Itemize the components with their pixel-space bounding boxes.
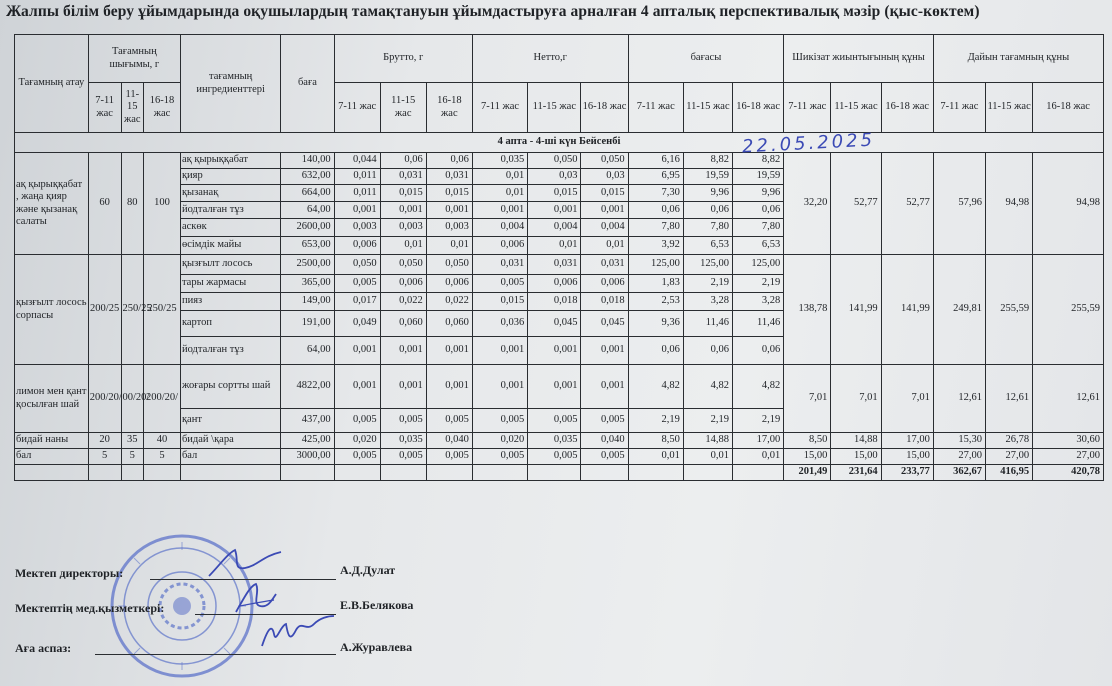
menu-table — [14, 34, 1104, 481]
brutto-value: 0,020 — [334, 433, 380, 449]
dish-portion: 250/25 — [144, 255, 181, 365]
brutto-value: 0,001 — [380, 202, 426, 219]
dish-portion: 60 — [88, 153, 121, 255]
ingredient-name: йодталған тұз — [180, 202, 280, 219]
cost-value: 0,06 — [733, 337, 784, 365]
dish-total: 12,61 — [986, 365, 1033, 433]
netto-value: 0,015 — [528, 185, 581, 202]
ingredient-name: ақ қырыққабат — [180, 153, 280, 169]
cost-value: 9,96 — [683, 185, 732, 202]
header-ready-cost: Дайын тағамның құны — [933, 35, 1103, 83]
dish-name: лимон мен қант қосылған шай — [15, 365, 89, 433]
ingredient-name: пияз — [180, 293, 280, 311]
netto-value: 0,001 — [581, 202, 628, 219]
cost-value: 17,00 — [733, 433, 784, 449]
netto-value: 0,01 — [528, 237, 581, 255]
netto-value: 0,004 — [472, 219, 527, 237]
dish-total: 27,00 — [933, 449, 985, 465]
brutto-value: 0,040 — [426, 433, 472, 449]
empty-cell — [528, 465, 581, 481]
cost-value: 125,00 — [733, 255, 784, 275]
header-ready-cost-age-11-15: 11-15 жас — [986, 83, 1033, 133]
dish-total: 15,30 — [933, 433, 985, 449]
dish-total: 94,98 — [986, 153, 1033, 255]
dish-total: 14,88 — [831, 433, 881, 449]
netto-value: 0,035 — [472, 153, 527, 169]
brutto-value: 0,001 — [380, 365, 426, 409]
brutto-value: 0,003 — [334, 219, 380, 237]
brutto-value: 0,005 — [380, 409, 426, 433]
cost-value: 2,19 — [733, 275, 784, 293]
cost-value: 3,28 — [683, 293, 732, 311]
brutto-value: 0,015 — [380, 185, 426, 202]
cost-value: 7,80 — [733, 219, 784, 237]
ingredient-price: 425,00 — [281, 433, 334, 449]
dish-total: 15,00 — [784, 449, 831, 465]
cost-value: 11,46 — [733, 311, 784, 337]
brutto-value: 0,060 — [380, 311, 426, 337]
ingredient-name: картоп — [180, 311, 280, 337]
header-netto: Нетто,г — [472, 35, 628, 83]
header-prepared-cost: Шикізат жиынтығының құны — [784, 35, 934, 83]
netto-value: 0,005 — [581, 449, 628, 465]
header-cost: бағасы — [628, 35, 784, 83]
cost-value: 9,36 — [628, 311, 683, 337]
ingredient-name: йодталған тұз — [180, 337, 280, 365]
signature-line — [150, 579, 336, 580]
ingredient-row — [15, 153, 1104, 169]
cost-value: 3,28 — [733, 293, 784, 311]
netto-value: 0,018 — [528, 293, 581, 311]
netto-value: 0,031 — [472, 255, 527, 275]
brutto-value: 0,044 — [334, 153, 380, 169]
header-netto-age-16-18: 16-18 жас — [581, 83, 628, 133]
empty-cell — [88, 465, 121, 481]
netto-value: 0,001 — [528, 202, 581, 219]
brutto-value: 0,006 — [380, 275, 426, 293]
dish-total: 8,50 — [784, 433, 831, 449]
brutto-value: 0,001 — [426, 365, 472, 409]
cost-value: 0,06 — [628, 202, 683, 219]
dish-total: 15,00 — [881, 449, 933, 465]
empty-cell — [121, 465, 144, 481]
ingredient-row — [15, 255, 1104, 275]
header-cost-age-11-15: 11-15 жас — [683, 83, 732, 133]
signature-nurse-name: Е.В.Белякова — [340, 598, 414, 612]
empty-cell — [281, 465, 334, 481]
brutto-value: 0,005 — [334, 275, 380, 293]
netto-value: 0,005 — [472, 275, 527, 293]
brutto-value: 0,01 — [380, 237, 426, 255]
brutto-value: 0,050 — [380, 255, 426, 275]
brutto-value: 0,003 — [380, 219, 426, 237]
brutto-value: 0,011 — [334, 169, 380, 185]
cost-value: 2,19 — [628, 409, 683, 433]
dish-total: 12,61 — [1033, 365, 1104, 433]
ingredient-price: 4822,00 — [281, 365, 334, 409]
dish-total: 32,20 — [784, 153, 831, 255]
header-cost-age-16-18: 16-18 жас — [733, 83, 784, 133]
grand-total-value: 362,67 — [933, 465, 985, 481]
ingredient-row — [15, 365, 1104, 409]
ingredient-name: бидай \қара — [180, 433, 280, 449]
dish-name: бидай наны — [15, 433, 89, 449]
dish-name: қызғылт лосось сорпасы — [15, 255, 89, 365]
cost-value: 7,30 — [628, 185, 683, 202]
netto-value: 0,040 — [581, 433, 628, 449]
header-dish-name: Тағамның атау — [15, 35, 89, 133]
empty-cell — [733, 465, 784, 481]
cost-value: 0,06 — [628, 337, 683, 365]
brutto-value: 0,022 — [380, 293, 426, 311]
ingredient-price: 653,00 — [281, 237, 334, 255]
netto-value: 0,005 — [472, 409, 527, 433]
netto-value: 0,004 — [581, 219, 628, 237]
dish-portion: 5 — [88, 449, 121, 465]
dish-total: 27,00 — [986, 449, 1033, 465]
empty-cell — [426, 465, 472, 481]
netto-value: 0,006 — [581, 275, 628, 293]
header-brutto: Брутто, г — [334, 35, 472, 83]
empty-cell — [380, 465, 426, 481]
ingredient-name: қызанақ — [180, 185, 280, 202]
netto-value: 0,005 — [528, 449, 581, 465]
dish-total: 17,00 — [881, 433, 933, 449]
netto-value: 0,001 — [581, 365, 628, 409]
empty-cell — [683, 465, 732, 481]
brutto-value: 0,050 — [334, 255, 380, 275]
cost-value: 0,01 — [628, 449, 683, 465]
header-portion-age-7-11: 7-11 жас — [88, 83, 121, 133]
cost-value: 8,82 — [733, 153, 784, 169]
brutto-value: 0,005 — [426, 449, 472, 465]
empty-cell — [334, 465, 380, 481]
ingredient-price: 2600,00 — [281, 219, 334, 237]
document-title: Жалпы білім беру ұйымдарында оқушылардың тамақтануын ұйымдастыруға арналған 4 апталық перспективалық мәзір (қыс-көктем) — [6, 3, 980, 20]
brutto-value: 0,015 — [426, 185, 472, 202]
dish-total: 141,99 — [881, 255, 933, 365]
grand-total-value: 233,77 — [881, 465, 933, 481]
dish-total: 7,01 — [831, 365, 881, 433]
netto-value: 0,01 — [472, 169, 527, 185]
netto-value: 0,01 — [581, 237, 628, 255]
brutto-value: 0,005 — [334, 449, 380, 465]
cost-value: 8,50 — [628, 433, 683, 449]
brutto-value: 0,006 — [334, 237, 380, 255]
dish-total: 138,78 — [784, 255, 831, 365]
brutto-value: 0,003 — [426, 219, 472, 237]
nurse-signature — [230, 580, 280, 616]
header-prepared-cost-age-16-18: 16-18 жас — [881, 83, 933, 133]
empty-cell — [628, 465, 683, 481]
cost-value: 6,53 — [683, 237, 732, 255]
dish-portion: 100 — [144, 153, 181, 255]
ingredient-name: бал — [180, 449, 280, 465]
dish-portion: 5 — [121, 449, 144, 465]
cost-value: 8,82 — [683, 153, 732, 169]
netto-value: 0,03 — [581, 169, 628, 185]
ingredient-name: жоғары сортты шай — [180, 365, 280, 409]
brutto-value: 0,001 — [334, 365, 380, 409]
header-cost-age-7-11: 7-11 жас — [628, 83, 683, 133]
dish-total: 7,01 — [881, 365, 933, 433]
ingredient-price: 2500,00 — [281, 255, 334, 275]
ingredient-price: 437,00 — [281, 409, 334, 433]
netto-value: 0,036 — [472, 311, 527, 337]
brutto-value: 0,060 — [426, 311, 472, 337]
cost-value: 4,82 — [628, 365, 683, 409]
ingredient-row — [15, 433, 1104, 449]
cost-value: 6,53 — [733, 237, 784, 255]
dish-total: 27,00 — [1033, 449, 1104, 465]
dish-total: 141,99 — [831, 255, 881, 365]
brutto-value: 0,001 — [334, 202, 380, 219]
netto-value: 0,01 — [472, 185, 527, 202]
cost-value: 6,95 — [628, 169, 683, 185]
cost-value: 4,82 — [733, 365, 784, 409]
empty-cell — [15, 465, 89, 481]
netto-value: 0,035 — [528, 433, 581, 449]
netto-value: 0,018 — [581, 293, 628, 311]
ingredient-price: 140,00 — [281, 153, 334, 169]
signature-line — [195, 614, 336, 615]
netto-value: 0,001 — [472, 365, 527, 409]
netto-value: 0,005 — [472, 449, 527, 465]
dish-total: 94,98 — [1033, 153, 1104, 255]
netto-value: 0,050 — [528, 153, 581, 169]
netto-value: 0,001 — [528, 337, 581, 365]
ingredient-name: тары жармасы — [180, 275, 280, 293]
ingredient-name: қызғылт лосось — [180, 255, 280, 275]
grand-total-row — [15, 465, 1104, 481]
netto-value: 0,006 — [528, 275, 581, 293]
header-portion-age-11-15: 11-15 жас — [121, 83, 144, 133]
cost-value: 1,83 — [628, 275, 683, 293]
brutto-value: 0,001 — [380, 337, 426, 365]
brutto-value: 0,06 — [426, 153, 472, 169]
cost-value: 125,00 — [683, 255, 732, 275]
cost-value: 2,19 — [683, 275, 732, 293]
empty-cell — [472, 465, 527, 481]
cost-value: 0,06 — [683, 337, 732, 365]
ingredient-name: қант — [180, 409, 280, 433]
header-brutto-age-11-15: 11-15 жас — [380, 83, 426, 133]
netto-value: 0,015 — [472, 293, 527, 311]
brutto-value: 0,031 — [380, 169, 426, 185]
dish-total: 12,61 — [933, 365, 985, 433]
header-netto-age-7-11: 7-11 жас — [472, 83, 527, 133]
cost-value: 7,80 — [683, 219, 732, 237]
header-portion: Тағамның шығымы, г — [88, 35, 180, 83]
cost-value: 9,96 — [733, 185, 784, 202]
cost-value: 6,16 — [628, 153, 683, 169]
cost-value: 0,06 — [733, 202, 784, 219]
cost-value: 19,59 — [683, 169, 732, 185]
brutto-value: 0,01 — [426, 237, 472, 255]
brutto-value: 0,049 — [334, 311, 380, 337]
header-brutto-age-7-11: 7-11 жас — [334, 83, 380, 133]
dish-portion: 40 — [144, 433, 181, 449]
cost-value: 2,19 — [733, 409, 784, 433]
brutto-value: 0,001 — [334, 337, 380, 365]
brutto-value: 0,006 — [426, 275, 472, 293]
cost-value: 2,53 — [628, 293, 683, 311]
dish-total: 255,59 — [986, 255, 1033, 365]
dish-portion: 35 — [121, 433, 144, 449]
ingredient-row — [15, 449, 1104, 465]
netto-value: 0,006 — [472, 237, 527, 255]
dish-portion: 00/20/ — [121, 365, 144, 433]
brutto-value: 0,017 — [334, 293, 380, 311]
grand-total-value: 416,95 — [986, 465, 1033, 481]
signature-director-role: Мектеп директоры: — [15, 566, 124, 580]
cost-value: 7,80 — [628, 219, 683, 237]
ingredient-price: 64,00 — [281, 202, 334, 219]
cost-value: 11,46 — [683, 311, 732, 337]
dish-total: 26,78 — [986, 433, 1033, 449]
empty-cell — [581, 465, 628, 481]
handwritten-date: 22.05.2025 — [741, 129, 876, 158]
brutto-value: 0,06 — [380, 153, 426, 169]
ingredient-name: аскөк — [180, 219, 280, 237]
signature-chef-name: А.Журавлева — [340, 640, 413, 654]
netto-value: 0,031 — [528, 255, 581, 275]
dish-portion: 250/25 — [121, 255, 144, 365]
dish-total: 7,01 — [784, 365, 831, 433]
cost-value: 3,92 — [628, 237, 683, 255]
dish-portion: 5 — [144, 449, 181, 465]
header-netto-age-11-15: 11-15 жас — [528, 83, 581, 133]
brutto-value: 0,001 — [426, 202, 472, 219]
header-portion-age-16-18: 16-18 жас — [144, 83, 181, 133]
netto-value: 0,001 — [472, 337, 527, 365]
brutto-value: 0,035 — [380, 433, 426, 449]
brutto-value: 0,022 — [426, 293, 472, 311]
cost-value: 19,59 — [733, 169, 784, 185]
brutto-value: 0,005 — [380, 449, 426, 465]
dish-name: ақ қырыққабат , жаңа қияр және қызанақ салаты — [15, 153, 89, 255]
netto-value: 0,03 — [528, 169, 581, 185]
dish-name: бал — [15, 449, 89, 465]
ingredient-price: 3000,00 — [281, 449, 334, 465]
cost-value: 0,01 — [683, 449, 732, 465]
header-ready-cost-age-16-18: 16-18 жас — [1033, 83, 1104, 133]
brutto-value: 0,001 — [426, 337, 472, 365]
header-prepared-cost-age-11-15: 11-15 жас — [831, 83, 881, 133]
cost-value: 14,88 — [683, 433, 732, 449]
netto-value: 0,031 — [581, 255, 628, 275]
grand-total-value: 231,64 — [831, 465, 881, 481]
header-brutto-age-16-18: 16-18 жас — [426, 83, 472, 133]
dish-total: 52,77 — [831, 153, 881, 255]
header-ingredients: тағамның ингредиенттері — [180, 35, 280, 133]
brutto-value: 0,031 — [426, 169, 472, 185]
signature-director-name: А.Д.Дулат — [340, 563, 396, 577]
dish-total: 255,59 — [1033, 255, 1104, 365]
dish-total: 52,77 — [881, 153, 933, 255]
ingredient-price: 664,00 — [281, 185, 334, 202]
netto-value: 0,001 — [528, 365, 581, 409]
chef-signature — [258, 614, 338, 654]
dish-portion: 200/20/ — [144, 365, 181, 433]
netto-value: 0,015 — [581, 185, 628, 202]
brutto-value: 0,005 — [426, 409, 472, 433]
netto-value: 0,004 — [528, 219, 581, 237]
ingredient-price: 191,00 — [281, 311, 334, 337]
netto-value: 0,045 — [581, 311, 628, 337]
dish-portion: 20 — [88, 433, 121, 449]
brutto-value: 0,011 — [334, 185, 380, 202]
dish-total: 249,81 — [933, 255, 985, 365]
day-label: 4 апта - 4-ші күн Бейсенбі — [15, 133, 1104, 153]
netto-value: 0,005 — [581, 409, 628, 433]
dish-total: 15,00 — [831, 449, 881, 465]
ingredient-name: қияр — [180, 169, 280, 185]
header-prepared-cost-age-7-11: 7-11 жас — [784, 83, 831, 133]
ingredient-name: өсімдік майы — [180, 237, 280, 255]
cost-value: 2,19 — [683, 409, 732, 433]
ingredient-price: 149,00 — [281, 293, 334, 311]
grand-total-value: 420,78 — [1033, 465, 1104, 481]
cost-value: 0,06 — [683, 202, 732, 219]
dish-total: 57,96 — [933, 153, 985, 255]
netto-value: 0,005 — [528, 409, 581, 433]
ingredient-price: 365,00 — [281, 275, 334, 293]
header-ready-cost-age-7-11: 7-11 жас — [933, 83, 985, 133]
empty-cell — [144, 465, 181, 481]
brutto-value: 0,050 — [426, 255, 472, 275]
netto-value: 0,020 — [472, 433, 527, 449]
netto-value: 0,045 — [528, 311, 581, 337]
cost-value: 125,00 — [628, 255, 683, 275]
dish-portion: 200/20/ — [88, 365, 121, 433]
brutto-value: 0,005 — [334, 409, 380, 433]
netto-value: 0,001 — [472, 202, 527, 219]
dish-portion: 200/25 — [88, 255, 121, 365]
header-price: баға — [281, 35, 334, 133]
netto-value: 0,050 — [581, 153, 628, 169]
director-signature — [205, 546, 285, 580]
empty-cell — [180, 465, 280, 481]
dish-total: 30,60 — [1033, 433, 1104, 449]
cost-value: 4,82 — [683, 365, 732, 409]
dish-portion: 80 — [121, 153, 144, 255]
cost-value: 0,01 — [733, 449, 784, 465]
ingredient-price: 64,00 — [281, 337, 334, 365]
signature-chef-role: Аға аспаз: — [15, 641, 72, 655]
netto-value: 0,001 — [581, 337, 628, 365]
signature-nurse-role: Мектептің мед.қызметкері: — [15, 601, 165, 615]
ingredient-price: 632,00 — [281, 169, 334, 185]
signature-line — [95, 654, 336, 655]
grand-total-value: 201,49 — [784, 465, 831, 481]
